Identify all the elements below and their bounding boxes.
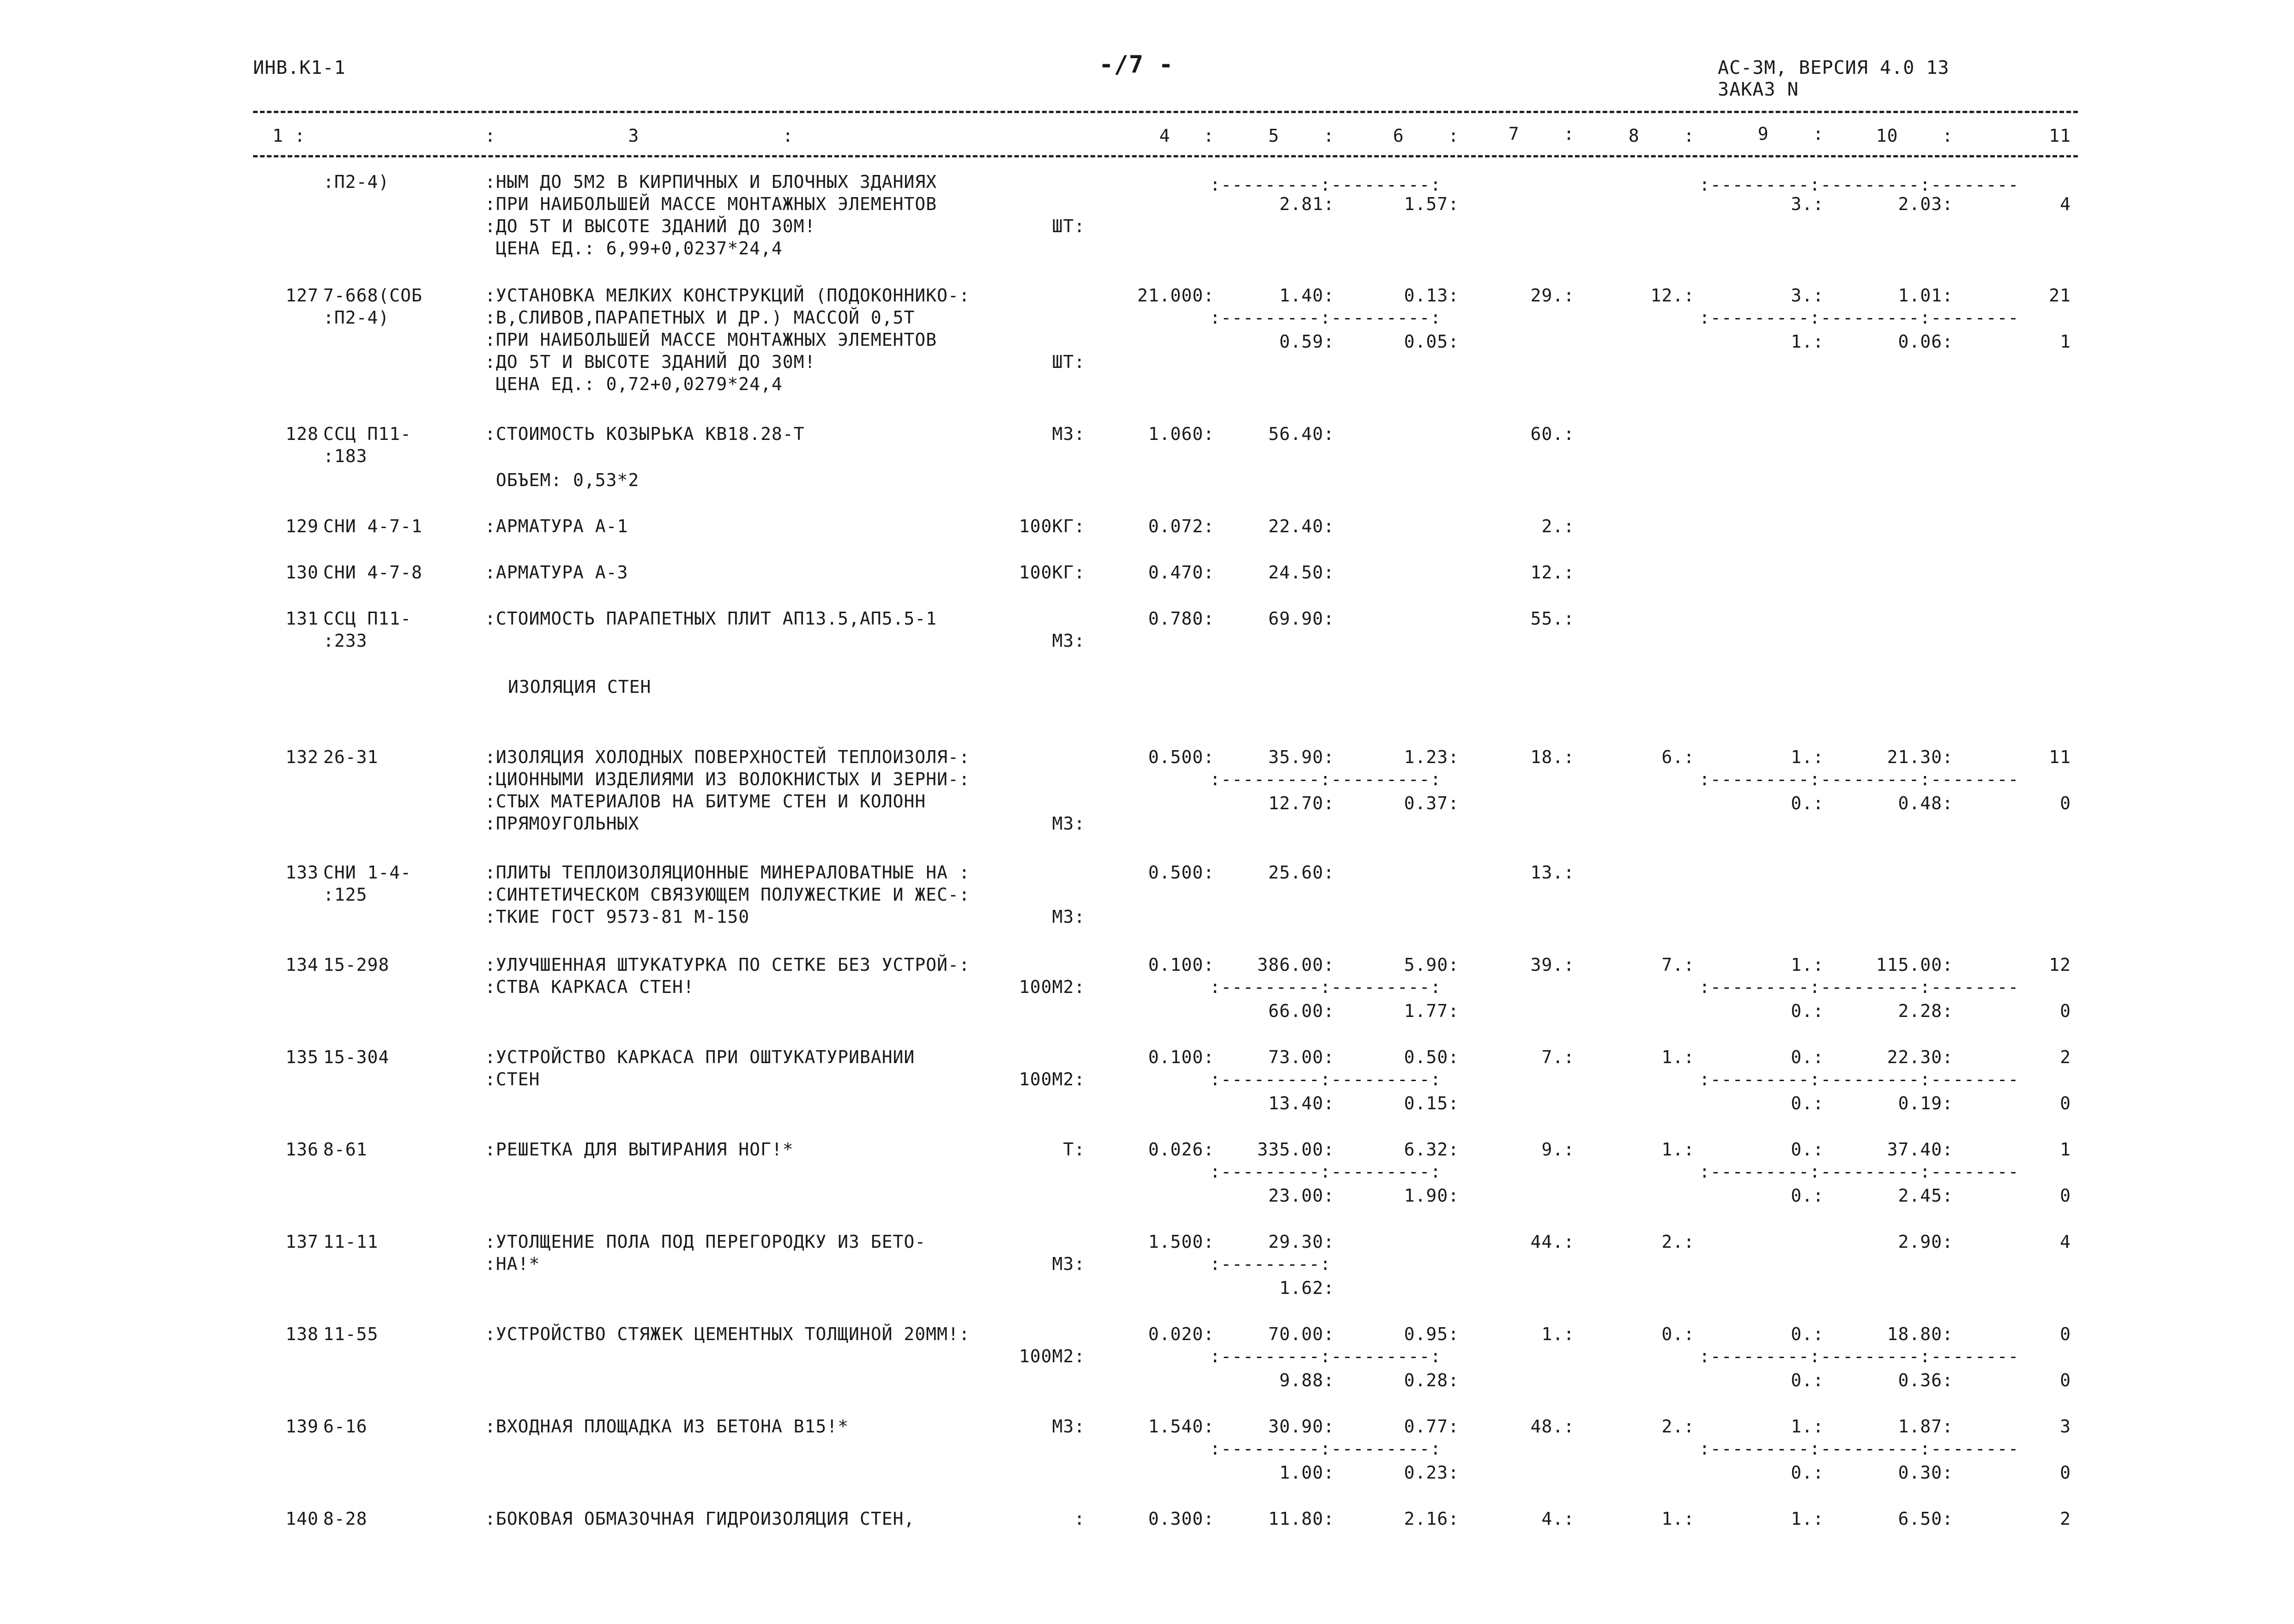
row-unit: 100М2: (1019, 977, 1085, 997)
order-label: ЗАКАЗ N (1718, 79, 1799, 100)
row-price: 335.00: (1257, 1139, 1334, 1160)
row-col-7: 1.: (1541, 1324, 1575, 1344)
sub-separator: :---------:---------: (1210, 174, 1442, 195)
row-col-11: 12 (2049, 955, 2071, 975)
row-quantity: 0.026: (1148, 1139, 1214, 1160)
row-col-10: 2.90: (1898, 1232, 1953, 1252)
row-quantity: 21.000: (1137, 285, 1214, 306)
row-cost-6: 0.77: (1404, 1416, 1459, 1437)
row-unit: М3: (1052, 813, 1085, 834)
row-code: СНИ 4-7-1 (323, 516, 423, 536)
row-number: 128 (285, 424, 319, 444)
row-description: :ВХОДНАЯ ПЛОЩАДКА ИЗ БЕТОНА В15!* (485, 1416, 849, 1437)
row-sub-price: 12.70: (1268, 793, 1334, 813)
row-col-11: 2 (2060, 1509, 2071, 1529)
column-number: 8 : (1628, 126, 1695, 146)
row-sub-col-11: 0 (2060, 793, 2071, 813)
row-col-8: 1.: (1661, 1509, 1695, 1529)
row-unit: 100КГ: (1019, 516, 1085, 536)
row-cost-6: 0.50: (1404, 1047, 1459, 1067)
row-sub-col-11: 0 (2060, 1370, 2071, 1390)
row-number: 139 (285, 1416, 319, 1437)
row-sub-cost-6: 0.23: (1404, 1462, 1459, 1483)
row-code: 15-298 (323, 955, 390, 975)
row-description: ЦЕНА ЕД.: 0,72+0,0279*24,4 (485, 374, 783, 394)
row-col-9: 1.: (1791, 1416, 1824, 1437)
row-col-11: 4 (2060, 194, 2071, 214)
row-code-cont: :П2-4) (323, 307, 390, 328)
row-col-10: 18.80: (1887, 1324, 1953, 1344)
row-quantity: 0.470: (1148, 562, 1214, 583)
row-col-9: 0.: (1791, 1139, 1824, 1160)
row-sub-price: 1.62: (1279, 1278, 1334, 1298)
row-description: :СТОИМОСТЬ КОЗЫРЬКА КВ18.28-Т (485, 424, 805, 444)
row-sub-col-9: 0.: (1791, 1001, 1824, 1021)
row-code: 15-304 (323, 1047, 390, 1067)
row-col-8: 1.: (1661, 1047, 1695, 1067)
row-unit: М3: (1052, 424, 1085, 444)
sub-separator: :---------:---------:-------- (1699, 769, 2019, 789)
row-number: 137 (285, 1232, 319, 1252)
row-quantity: 0.780: (1148, 608, 1214, 629)
row-description: :АРМАТУРА А-1 (485, 516, 628, 536)
row-price: 35.90: (1268, 747, 1334, 767)
row-cost-6: 0.95: (1404, 1324, 1459, 1344)
row-price: 30.90: (1268, 1416, 1334, 1437)
row-price: 56.40: (1268, 424, 1334, 444)
row-quantity: 0.100: (1148, 955, 1214, 975)
row-description: :ЦИОННЫМИ ИЗДЕЛИЯМИ ИЗ ВОЛОКНИСТЫХ И ЗЕРНИ-: (485, 769, 970, 789)
row-sub-col-10: 0.48: (1898, 793, 1953, 813)
row-description: :УЛУЧШЕННАЯ ШТУКАТУРКА ПО СЕТКЕ БЕЗ УСТРОЙ-: (485, 955, 970, 975)
row-sub-col-9: 0.: (1791, 793, 1824, 813)
row-code: 11-55 (323, 1324, 379, 1344)
sub-separator: :---------:---------:-------- (1699, 1346, 2019, 1366)
header-rule-bottom (253, 155, 2078, 157)
row-unit: М3: (1052, 631, 1085, 651)
row-sub-col-9: 0.: (1791, 1370, 1824, 1390)
row-price: 70.00: (1268, 1324, 1334, 1344)
row-description: :БОКОВАЯ ОБМАЗОЧНАЯ ГИДРОИЗОЛЯЦИЯ СТЕН, (485, 1509, 915, 1529)
row-sub-price: 23.00: (1268, 1185, 1334, 1206)
row-col-7: 44.: (1530, 1232, 1575, 1252)
row-col-7: 18.: (1530, 747, 1575, 767)
row-sub-price: 0.59: (1279, 331, 1334, 352)
row-unit: 100КГ: (1019, 562, 1085, 583)
row-col-9: 1.: (1791, 1509, 1824, 1529)
row-description: :ПРЯМОУГОЛЬНЫХ (485, 813, 640, 834)
header-rule-top (253, 111, 2078, 113)
row-col-7: 39.: (1530, 955, 1575, 975)
row-col-8: 7.: (1661, 955, 1695, 975)
row-description: :СТЕН (485, 1069, 540, 1089)
row-sub-col-9: 0.: (1791, 1093, 1824, 1113)
row-cost-6: 2.16: (1404, 1509, 1459, 1529)
column-number: 9 : (1757, 124, 1824, 144)
row-number: 135 (285, 1047, 319, 1067)
row-price: 1.40: (1279, 285, 1334, 306)
row-col-11: 0 (2060, 1324, 2071, 1344)
row-unit: 100М2: (1019, 1346, 1085, 1366)
row-sub-cost-6: 1.90: (1404, 1185, 1459, 1206)
row-col-11: 2 (2060, 1047, 2071, 1067)
row-col-8: 6.: (1661, 747, 1695, 767)
row-sub-price: 9.88: (1279, 1370, 1334, 1390)
row-sub-col-11: 1 (2060, 331, 2071, 352)
row-code: ССЦ П11- (323, 608, 412, 629)
row-volume-note: ОБЪЕМ: 0,53*2 (485, 470, 640, 490)
row-col-9: 0.: (1791, 1047, 1824, 1067)
row-col-10: 6.50: (1898, 1509, 1953, 1529)
row-col-8: 0.: (1661, 1324, 1695, 1344)
row-col-9: 0.: (1791, 1324, 1824, 1344)
row-col-11: 1 (2060, 1139, 2071, 1160)
row-description: :СТЫХ МАТЕРИАЛОВ НА БИТУМЕ СТЕН И КОЛОНН (485, 791, 926, 812)
row-description: :ДО 5Т И ВЫСОТЕ ЗДАНИЙ ДО 30М! (485, 216, 816, 236)
row-description: :УТОЛЩЕНИЕ ПОЛА ПОД ПЕРЕГОРОДКУ ИЗ БЕТО- (485, 1232, 926, 1252)
row-code: 11-11 (323, 1232, 379, 1252)
row-col-7: 9.: (1541, 1139, 1575, 1160)
row-description: :СТВА КАРКАСА СТЕН! (485, 977, 694, 997)
sub-separator: :---------:---------:-------- (1699, 977, 2019, 997)
sub-separator: :---------:---------: (1210, 769, 1442, 789)
row-code: СНИ 4-7-8 (323, 562, 423, 583)
row-quantity: 1.060: (1148, 424, 1214, 444)
row-sub-col-11: 0 (2060, 1001, 2071, 1021)
row-number: 130 (285, 562, 319, 583)
section-heading: ИЗОЛЯЦИЯ СТЕН (508, 677, 652, 697)
row-code-cont: :183 (323, 446, 368, 466)
row-col-8: 2.: (1661, 1416, 1695, 1437)
row-number: 132 (285, 747, 319, 767)
row-number: 136 (285, 1139, 319, 1160)
sub-separator: :---------:---------:-------- (1699, 174, 2019, 195)
sub-separator: :---------:---------:-------- (1699, 307, 2019, 328)
row-code-cont: :125 (323, 884, 368, 905)
row-sub-cost-6: 0.37: (1404, 793, 1459, 813)
row-number: 127 (285, 285, 319, 306)
row-sub-col-10: 0.30: (1898, 1462, 1953, 1483)
row-sub-col-10: 0.06: (1898, 331, 1953, 352)
row-col-10: 22.30: (1887, 1047, 1953, 1067)
sub-separator: :---------:---------: (1210, 977, 1442, 997)
row-code: СНИ 1-4- (323, 862, 412, 883)
row-description: :ПРИ НАИБОЛЬШЕЙ МАССЕ МОНТАЖНЫХ ЭЛЕМЕНТОВ (485, 330, 937, 350)
sub-separator: :---------: (1210, 1254, 1331, 1274)
row-col-10: 2.03: (1898, 194, 1953, 214)
row-col-7: 12.: (1530, 562, 1575, 583)
row-sub-price: 13.40: (1268, 1093, 1334, 1113)
row-description: :НА!* (485, 1254, 540, 1274)
row-number: 133 (285, 862, 319, 883)
system-version-label: АС-3М, ВЕРСИЯ 4.0 13 (1718, 57, 1950, 78)
row-unit: 100М2: (1019, 1069, 1085, 1089)
row-unit: Т: (1063, 1139, 1085, 1160)
row-description: :СТОИМОСТЬ ПАРАПЕТНЫХ ПЛИТ АП13.5,АП5.5-1 (485, 608, 937, 629)
row-col-7: 55.: (1530, 608, 1575, 629)
column-number: 11 (2049, 126, 2071, 146)
row-col-8: 12.: (1650, 285, 1695, 306)
row-sub-col-10: 0.36: (1898, 1370, 1953, 1390)
column-number: 4 : (1159, 126, 1214, 146)
row-number: 140 (285, 1509, 319, 1529)
row-description: :В,СЛИВОВ,ПАРАПЕТНЫХ И ДР.) МАССОЙ 0,5Т (485, 307, 915, 328)
row-code: ССЦ П11- (323, 424, 412, 444)
row-number: 138 (285, 1324, 319, 1344)
row-col-7: 4.: (1541, 1509, 1575, 1529)
row-col-7: 7.: (1541, 1047, 1575, 1067)
row-quantity: 1.540: (1148, 1416, 1214, 1437)
row-col-7: 48.: (1530, 1416, 1575, 1437)
row-sub-col-10: 0.19: (1898, 1093, 1953, 1113)
row-col-7: 60.: (1530, 424, 1575, 444)
sub-separator: :---------:---------: (1210, 1346, 1442, 1366)
row-col-8: 2.: (1661, 1232, 1695, 1252)
row-col-11: 21 (2049, 285, 2071, 306)
row-price: 25.60: (1268, 862, 1334, 883)
row-quantity: 0.500: (1148, 747, 1214, 767)
row-col-11: 11 (2049, 747, 2071, 767)
column-number: 6 : (1393, 126, 1459, 146)
sub-separator: :---------:---------: (1210, 1438, 1442, 1459)
row-col-10: 1.01: (1898, 285, 1953, 306)
row-col-7: 13.: (1530, 862, 1575, 883)
row-price: 29.30: (1268, 1232, 1334, 1252)
row-sub-col-10: 2.28: (1898, 1001, 1953, 1021)
row-col-7: 29.: (1530, 285, 1575, 306)
row-code: :П2-4) (323, 172, 390, 192)
row-col-7: 2.: (1541, 516, 1575, 536)
row-col-11: 3 (2060, 1416, 2071, 1437)
row-col-10: 115.00: (1876, 955, 1953, 975)
row-number: 134 (285, 955, 319, 975)
row-unit: М3: (1052, 907, 1085, 927)
row-sub-col-9: 1.: (1791, 331, 1824, 352)
column-number: 10 : (1876, 126, 1953, 146)
row-code: 8-61 (323, 1139, 368, 1160)
row-code: 8-28 (323, 1509, 368, 1529)
row-price: 24.50: (1268, 562, 1334, 583)
row-description: :НЫМ ДО 5М2 В КИРПИЧНЫХ И БЛОЧНЫХ ЗДАНИЯХ (485, 172, 937, 192)
row-cost-6: 1.23: (1404, 747, 1459, 767)
row-price: 22.40: (1268, 516, 1334, 536)
row-col-8: 1.: (1661, 1139, 1695, 1160)
row-description: :ИЗОЛЯЦИЯ ХОЛОДНЫХ ПОВЕРХНОСТЕЙ ТЕПЛОИЗОЛЯ-: (485, 747, 970, 767)
row-quantity: 0.300: (1148, 1509, 1214, 1529)
row-price: 73.00: (1268, 1047, 1334, 1067)
row-description: :ТКИЕ ГОСТ 9573-81 М-150 (485, 907, 750, 927)
sub-separator: :---------:---------: (1210, 1161, 1442, 1182)
row-sub-cost-6: 0.15: (1404, 1093, 1459, 1113)
sub-separator: :---------:---------:-------- (1699, 1438, 2019, 1459)
row-description: :РЕШЕТКА ДЛЯ ВЫТИРАНИЯ НОГ!* (485, 1139, 794, 1160)
row-description: :УСТРОЙСТВО СТЯЖЕК ЦЕМЕНТНЫХ ТОЛЩИНОЙ 20ММ!: (485, 1324, 970, 1344)
row-col-9: 3.: (1791, 194, 1824, 214)
row-quantity: 0.100: (1148, 1047, 1214, 1067)
row-col-9: 1.: (1791, 747, 1824, 767)
row-cost-6: 5.90: (1404, 955, 1459, 975)
row-col-11: 4 (2060, 1232, 2071, 1252)
row-col-9: 1.: (1791, 955, 1824, 975)
row-quantity: 1.500: (1148, 1232, 1214, 1252)
row-cost-6: 0.13: (1404, 285, 1459, 306)
row-quantity: 0.500: (1148, 862, 1214, 883)
row-col-10: 37.40: (1887, 1139, 1953, 1160)
sub-separator: :---------:---------:-------- (1699, 1161, 2019, 1182)
row-unit: М3: (1052, 1254, 1085, 1274)
row-price: 69.90: (1268, 608, 1334, 629)
row-sub-cost-6: 1.77: (1404, 1001, 1459, 1021)
row-quantity: 0.072: (1148, 516, 1214, 536)
row-unit: : (1074, 1509, 1085, 1529)
row-description: :АРМАТУРА А-3 (485, 562, 628, 583)
row-number: 131 (285, 608, 319, 629)
sub-separator: :---------:---------: (1210, 1069, 1442, 1089)
row-code: 7-668(СОБ (323, 285, 423, 306)
row-number: 129 (285, 516, 319, 536)
row-code: 6-16 (323, 1416, 368, 1437)
page-number: -/7 - (1099, 51, 1174, 78)
doc-inventory-label: ИНВ.К1-1 (253, 57, 346, 78)
row-unit: М3: (1052, 1416, 1085, 1437)
row-sub-col-9: 0.: (1791, 1185, 1824, 1206)
row-description: :УСТРОЙСТВО КАРКАСА ПРИ ОШТУКАТУРИВАНИИ (485, 1047, 915, 1067)
row-sub-col-11: 0 (2060, 1462, 2071, 1483)
row-cost-6: 6.32: (1404, 1139, 1459, 1160)
row-sub-col-9: 0.: (1791, 1462, 1824, 1483)
row-sub-col-11: 0 (2060, 1185, 2071, 1206)
row-quantity: 0.020: (1148, 1324, 1214, 1344)
row-description: :ПЛИТЫ ТЕПЛОИЗОЛЯЦИОННЫЕ МИНЕРАЛОВАТНЫЕ НА : (485, 862, 970, 883)
row-description: ЦЕНА ЕД.: 6,99+0,0237*24,4 (485, 238, 783, 259)
column-number: 7 : (1508, 124, 1575, 144)
row-col-10: 1.87: (1898, 1416, 1953, 1437)
row-description: :ДО 5Т И ВЫСОТЕ ЗДАНИЙ ДО 30М! (485, 352, 816, 372)
row-description: :УСТАНОВКА МЕЛКИХ КОНСТРУКЦИЙ (ПОДОКОННИКО-: (485, 285, 970, 306)
row-unit: ШТ: (1052, 216, 1085, 236)
sub-separator: :---------:---------:-------- (1699, 1069, 2019, 1089)
row-col-10: 21.30: (1887, 747, 1953, 767)
row-description: :СИНТЕТИЧЕСКОМ СВЯЗУЮЩЕМ ПОЛУЖЕСТКИЕ И ЖЕС-: (485, 884, 970, 905)
row-unit: ШТ: (1052, 352, 1085, 372)
row-sub-col-10: 2.45: (1898, 1185, 1953, 1206)
sub-separator: :---------:---------: (1210, 307, 1442, 328)
column-number: 5 : (1268, 126, 1334, 146)
column-number: : 3 : (485, 126, 794, 146)
row-code: 26-31 (323, 747, 379, 767)
row-sub-price: 66.00: (1268, 1001, 1334, 1021)
row-code-cont: :233 (323, 631, 368, 651)
row-description: :ПРИ НАИБОЛЬШЕЙ МАССЕ МОНТАЖНЫХ ЭЛЕМЕНТОВ (485, 194, 937, 214)
row-price: 2.81: (1279, 194, 1334, 214)
row-sub-price: 1.00: (1279, 1462, 1334, 1483)
row-price: 11.80: (1268, 1509, 1334, 1529)
row-price: 386.00: (1257, 955, 1334, 975)
row-col-9: 3.: (1791, 285, 1824, 306)
row-sub-cost-6: 0.05: (1404, 331, 1459, 352)
column-number: 1 : (272, 126, 306, 146)
row-sub-col-11: 0 (2060, 1093, 2071, 1113)
row-cost-6: 1.57: (1404, 194, 1459, 214)
row-sub-cost-6: 0.28: (1404, 1370, 1459, 1390)
